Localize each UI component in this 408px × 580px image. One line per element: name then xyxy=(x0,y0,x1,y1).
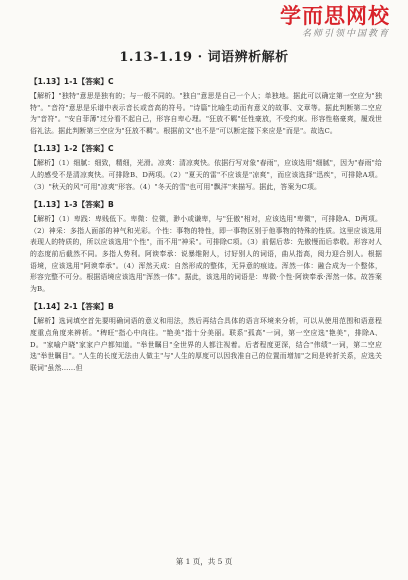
logo-text: 学而思网校 xyxy=(280,4,390,28)
section-analysis-4: 【解析】选词填空首先要明确词语的意义和用法，然后再结合具体的语言环境来分析，可以从使用范围和语意程度重点角度来辨析。"稗旺"指心中向往。"艳美"指十分美丽。联系"孤高"一词，第一空应选"艳美"，排除A、D。"家喻户晓"家家户户都知道。"举世瞩目"全世界的人都注视着。后者程度更深，结合"伟绩"一词，第二空应选"举世瞩目"。"人生的长度无法由人做主"与"人生的厚度可以因我准自己的位置而增加"之间是转折关系，应选关联词"虽然……但 xyxy=(30,317,382,372)
section-head-1: 【1.13】1-1【答案】C xyxy=(30,77,114,86)
section-analysis-1: 【解析】"独特"意思是独有的；与一般不同的。"独自"意思是自己一个人；单独地。据此可以确定第一空应为"独特"。"音符"意思是乐谱中表示音长或音高的符号。"诗篇"比喻生动而有意义的故事、文章等。据此判断第二空应为"音符"。"安自菲薄"过分看不起自己，形容自卑心理。"狂放不羁"任性豪放，不受约束。形容性格豪爽，履戏世俗礼法。据此判断第三空应为"狂放不羁"。根据前文"也不是"可以断定接下来应是"而是"。故选C。 xyxy=(30,92,382,135)
document-content xyxy=(30,70,382,376)
section-head-3: 【1.13】1-3【答案】B xyxy=(30,200,114,210)
brand-logo xyxy=(280,4,390,40)
section-analysis-2: 【解析】（1）细腻：细致，精细，光滑。凉爽：清凉爽快。依据行写对象"春雨"，应该选用"细腻"，因为"春雨"给人的感受不是清凉爽快。可排除B、D两项。（2）"夏天的雷"不应该是"凉爽"，而应该选择"迅疾"，可排除A项。（3）"秋天的风"可用"凉爽"形容。（4）"冬天的雪"也可用"飘洋"来描写。据此，答案为C项。 xyxy=(30,159,382,191)
page-footer: 第 1 页，共 5 页 xyxy=(175,557,233,566)
logo-slogan: 名师引领中国教育 xyxy=(301,29,390,39)
page-title: 1.13-1.19 · 词语辨析解析 xyxy=(119,50,289,65)
section-head-4: 【1.14】2-1【答案】B xyxy=(30,302,114,312)
section-head-2: 【1.13】1-2【答案】C xyxy=(30,144,114,154)
section-analysis-3: 【解析】（1）卑践：卑贱低下。卑微：位微，渺小或谦卑，与"狂傲"相对，应该选用"卑微"，可排除A、D两项。（2）神采：多指人面部的神气和光彩。个性：事物的特性，即一事物区别于他事物的特殊的性质。这里应该选用表现人的特质的，所以应该选用"个性"，而不用"神采"。可排除C项。（3）前倨后恭：先傲慢而后恭敬。形容对人的态度前后截然不同。多指人势利。阿谀奉承：说暴维附人，讨好别人的词语，曲从指高，阅力迎合别人。根据语境，应该选用"阿谀奉承"。（4）浑然天成：自然形成的整体，无异意的痕迹。浑然一体：融合成为一个整体，形容完整不可分。根据语境应该选用"浑然一体"。据此，该选用的词语是：卑微·个性·阿谀奉承·浑然一体。故答案为B。 xyxy=(30,215,382,293)
